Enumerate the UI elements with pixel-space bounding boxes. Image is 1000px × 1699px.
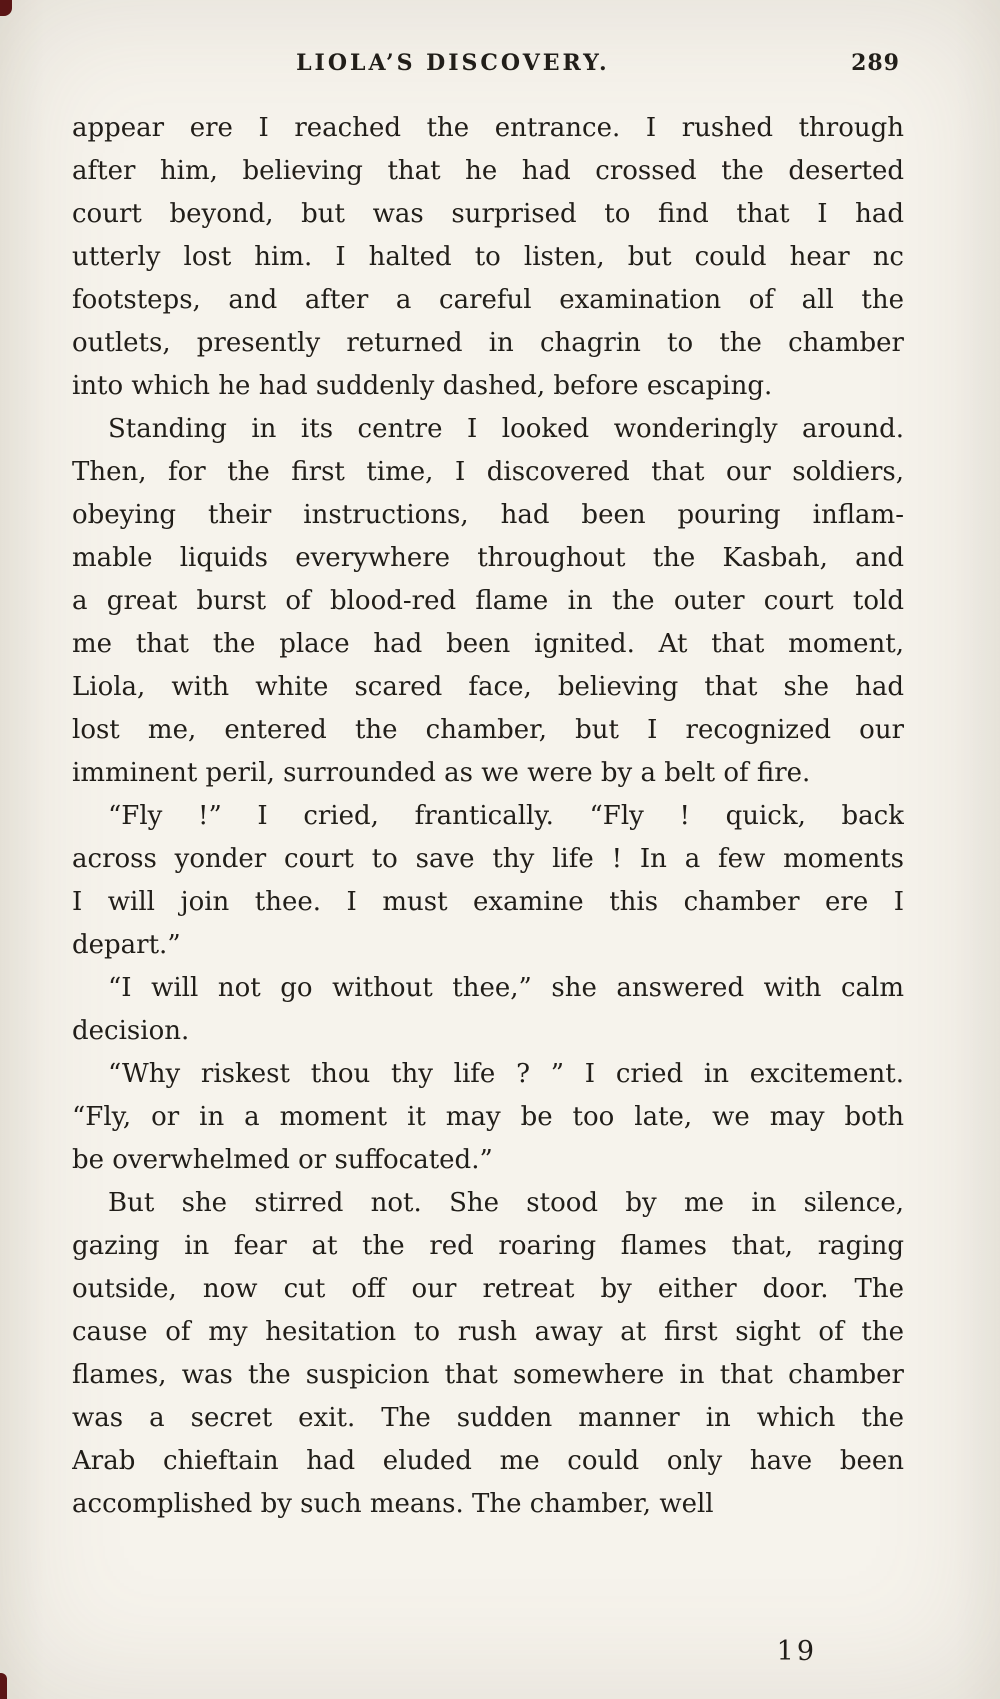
text-line: across yonder court to save thy life ! In a few moments [72, 844, 904, 874]
text-line: “Why riskest thou thy life ? ” I cried in excitement. [108, 1059, 904, 1089]
text-line: flames, was the suspicion that somewhere in that chamber [72, 1360, 904, 1390]
text-line: lost me, entered the chamber, but I recognized our [72, 715, 904, 745]
running-header [72, 50, 900, 86]
running-title: LIOLA’S DISCOVERY. [296, 50, 610, 76]
text-line: utterly lost him. I halted to listen, but could hear nc [72, 242, 904, 272]
text-line: a great burst of blood-red flame in the outer court told [72, 586, 904, 616]
paragraph [72, 795, 904, 967]
text-line: me that the place had been ignited. At that moment, [72, 629, 904, 659]
text-line: footsteps, and after a careful examination of all the [72, 285, 904, 315]
text-line: obeying their instructions, had been pouring inflam- [72, 500, 904, 530]
text-line: be overwhelmed or suffocated.” [72, 1145, 493, 1175]
text-line: gazing in fear at the red roaring flames that, raging [72, 1231, 904, 1261]
text-line: “Fly, or in a moment it may be too late, we may both [72, 1102, 904, 1132]
text-line: decision. [72, 1016, 190, 1046]
paragraph [72, 408, 904, 795]
text-line: accomplished by such means. The chamber, well [72, 1489, 714, 1519]
text-line: imminent peril, surrounded as we were by a belt of fire. [72, 758, 811, 788]
text-line: into which he had suddenly dashed, before escaping. [72, 371, 773, 401]
text-line: court beyond, but was surprised to find that I had [72, 199, 904, 229]
paragraph [72, 1053, 904, 1182]
text-line: Liola, with white scared face, believing that she had [72, 672, 904, 702]
text-line: was a secret exit. The sudden manner in which the [72, 1403, 904, 1433]
body-text [72, 107, 904, 1526]
text-line: “Fly !” I cried, frantically. “Fly ! quick, back [108, 801, 904, 831]
paragraph [72, 967, 904, 1053]
text-line: I will join thee. I must examine this chamber ere I [72, 887, 904, 917]
text-line: Standing in its centre I looked wonderingly around. [108, 414, 904, 444]
text-line: appear ere I reached the entrance. I rushed through [72, 113, 904, 143]
text-line: outlets, presently returned in chagrin to the chamber [72, 328, 904, 358]
text-line: But she stirred not. She stood by me in silence, [108, 1188, 904, 1218]
paragraph [72, 1182, 904, 1526]
text-line: Arab chieftain had eluded me could only have been [72, 1446, 904, 1476]
paragraph [72, 107, 904, 408]
text-line: outside, now cut off our retreat by either door. The [72, 1274, 904, 1304]
text-line: Then, for the first time, I discovered that our soldiers, [72, 457, 904, 487]
text-line: after him, believing that he had crossed the deserted [72, 156, 904, 186]
text-line: “I will not go without thee,” she answered with calm [108, 973, 904, 1003]
text-line: depart.” [72, 930, 181, 960]
text-line: mable liquids everywhere throughout the Kasbah, and [72, 543, 904, 573]
scan-edge-artifact [0, 1673, 7, 1699]
scan-edge-artifact [0, 0, 12, 16]
page-number: 289 [851, 50, 900, 76]
text-line: cause of my hesitation to rush away at first sight of the [72, 1317, 904, 1347]
signature-mark: 19 [776, 1636, 817, 1667]
